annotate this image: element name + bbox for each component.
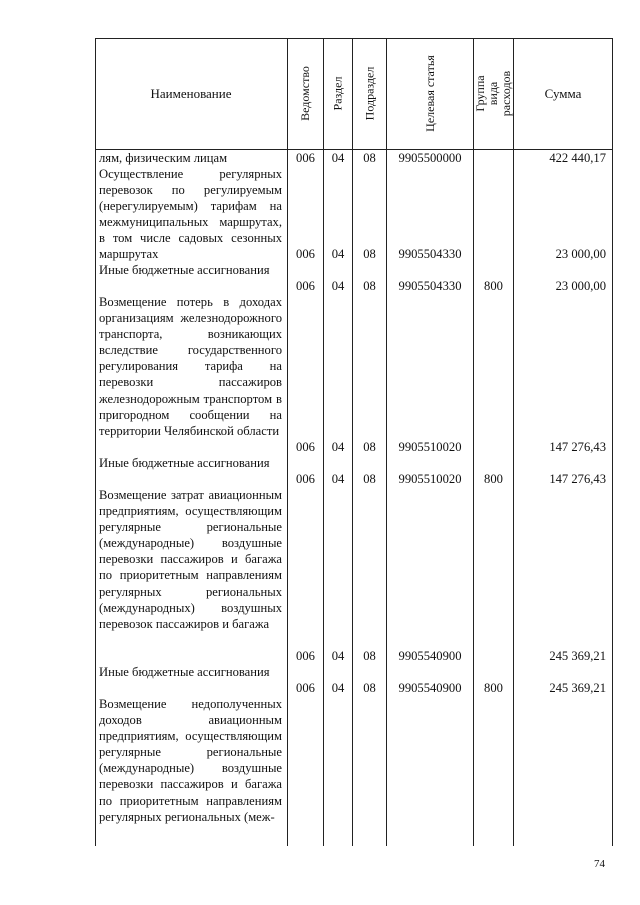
row-ved: 006 — [296, 247, 315, 261]
row-cs: 9905540900 — [398, 681, 462, 695]
header-vedomstvo: Ведомство — [298, 66, 313, 121]
row-sum: 23 000,00 — [555, 247, 606, 261]
col-border — [95, 38, 96, 846]
row-pod: 08 — [363, 681, 376, 695]
header-celevaya: Целевая статья — [422, 55, 437, 132]
row-ved: 006 — [296, 151, 315, 165]
header-name: Наименование — [150, 85, 232, 101]
row-raz: 04 — [331, 151, 345, 165]
page-number: 74 — [594, 858, 605, 870]
row-grp: 800 — [484, 279, 503, 293]
row-ved: 006 — [296, 472, 315, 486]
row-sum: 245 369,21 — [549, 681, 606, 695]
row-grp: 800 — [484, 681, 503, 695]
row-cs: 9905500000 — [398, 151, 462, 165]
row-cs: 9905510020 — [398, 472, 462, 486]
row-name: Возмещение недополученных доходов авиационным предприятиям, осуществляющим регулярные региональные (международные) воздушные перевозки пассажиров и багажа по приоритетным направлениям регулярных региональных (меж- — [99, 697, 282, 824]
row-cs: 9905504330 — [398, 247, 462, 261]
row-pod: 08 — [363, 440, 376, 454]
row-sum: 422 440,17 — [549, 151, 606, 165]
row-name: Иные бюджетные ассигнования — [99, 263, 270, 277]
row-cs: 9905540900 — [398, 649, 462, 663]
header-gruppa: Группа вида расходов — [473, 70, 513, 117]
row-sum: 245 369,21 — [549, 649, 606, 663]
row-pod: 08 — [363, 151, 376, 165]
header-razdel: Раздел — [330, 76, 345, 111]
row-pod: 08 — [363, 649, 376, 663]
row-name: Иные бюджетные ассигнования — [99, 665, 270, 679]
row-pod: 08 — [363, 279, 376, 293]
row-raz: 04 — [331, 279, 345, 293]
col-border — [513, 38, 514, 846]
col-border — [612, 38, 613, 846]
row-cs: 9905510020 — [398, 440, 462, 454]
row-raz: 04 — [331, 472, 345, 486]
row-name: Возмещение затрат авиационным предприятиям, осуществляющим регулярные региональные (международные) воздушные перевозки пассажиров и багажа по приоритетным направлениям регулярных региональных (международных) воздушных перевозок пассажиров и багажа — [99, 488, 282, 631]
row-name: лям, физическим лицам — [99, 151, 228, 165]
row-sum: 147 276,43 — [549, 440, 606, 454]
row-sum: 23 000,00 — [555, 279, 606, 293]
row-ved: 006 — [296, 649, 315, 663]
row-name: Иные бюджетные ассигнования — [99, 456, 270, 470]
row-ved: 006 — [296, 440, 315, 454]
row-name: Осуществление регулярных перевозок по регулируемым (нерегулируемым) тарифам на межмуниципальных маршрутах, в том числе садовых сезонных маршрутах — [99, 167, 282, 262]
row-grp: 800 — [484, 472, 503, 486]
row-raz: 04 — [331, 440, 345, 454]
row-ved: 006 — [296, 279, 315, 293]
header-podrazdel: Подраздел — [362, 66, 377, 121]
row-raz: 04 — [331, 649, 345, 663]
row-pod: 08 — [363, 472, 376, 486]
header-summa: Сумма — [544, 85, 582, 101]
row-ved: 006 — [296, 681, 315, 695]
row-raz: 04 — [331, 681, 345, 695]
row-raz: 04 — [331, 247, 345, 261]
row-sum: 147 276,43 — [549, 472, 606, 486]
row-cs: 9905504330 — [398, 279, 462, 293]
row-name: Возмещение потерь в доходах организациям железнодорожного транспорта, возникающих вследствие государственного регулирования тарифа на перевозки пассажиров железнодорожным транспортом в пригородном сообщении на территории Челябинской области — [99, 295, 282, 438]
col-border — [473, 38, 474, 846]
row-pod: 08 — [363, 247, 376, 261]
